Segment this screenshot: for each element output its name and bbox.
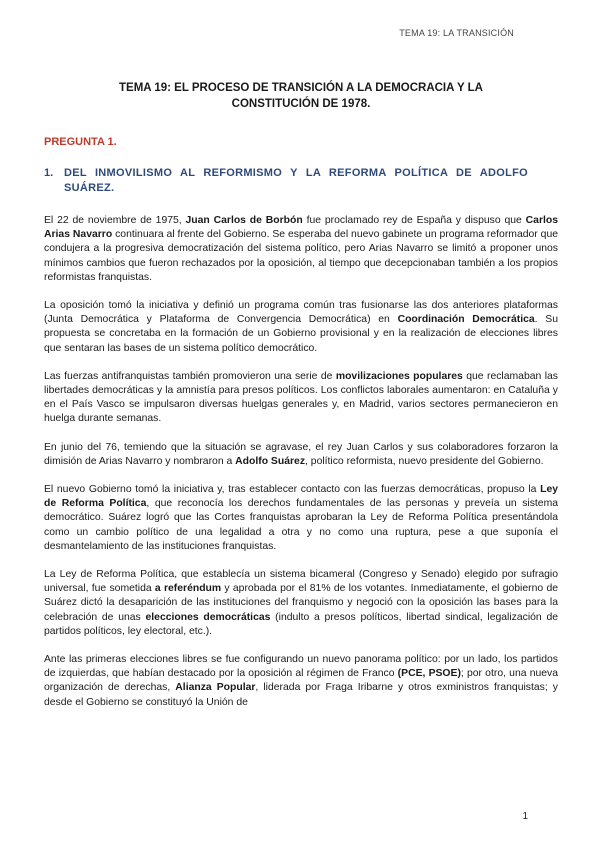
bold-term: Carlos Arias Navarro	[44, 215, 559, 241]
section-heading	[44, 166, 558, 196]
bold-term: Ley de Reforma Política	[44, 484, 558, 510]
bold-term: elecciones democráticas	[145, 611, 271, 623]
bold-term: Adolfo Suárez	[235, 455, 306, 467]
text-run: La oposición tomó la iniciativa y definió un programa común tras fusionarse las dos anteriores plataformas (Junta Democrática y Plataforma de Convergencia Democrática) en	[44, 300, 558, 326]
text-run: y aprobada por el 81% de los votantes. Inmediatamente, el gobierno de Suárez dictó la desaparición de las instituciones del franquismo y negoció con la oposición las bases para la celebración de unas	[44, 583, 558, 623]
paragraph	[44, 568, 558, 639]
text-run: , liderada por Fraga Iribarne y otros exministros franquistas; y desde el Gobierno se constituyó la Unión de	[44, 682, 558, 708]
section-title: DEL INMOVILISMO AL REFORMISMO Y LA REFORMA POLÍTICA DE ADOLFO SUÁREZ.	[64, 167, 528, 194]
bold-term: a referéndum	[154, 583, 222, 595]
text-run: ; por otro, una nueva organización de derechas,	[44, 668, 559, 694]
paragraph	[44, 483, 558, 554]
text-run: . Su propuesta se concretaba en la formación de un Gobierno provisional y en la realización de elecciones libres que sentaran las bases de un sistema político democrático.	[44, 314, 558, 354]
paragraph-list	[44, 214, 558, 710]
paragraph	[44, 653, 558, 710]
text-run: fue proclamado rey de España y dispuso que	[302, 215, 526, 226]
text-run: Las fuerzas antifranquistas también promovieron una serie de	[44, 370, 336, 382]
text-run: El nuevo Gobierno tomó la iniciativa y, tras establecer contacto con las fuerzas democráticas, propuso la	[44, 484, 541, 496]
bold-term: Coordinación Democrática	[397, 314, 535, 326]
bold-term: Juan Carlos de Borbón	[185, 215, 303, 226]
section-number: 1.	[44, 167, 54, 179]
text-run: La Ley de Reforma Política, que establecía un sistema bicameral (Congreso y Senado) elegido por sufragio universal, fue sometida	[44, 569, 558, 595]
document-body	[44, 80, 558, 724]
text-run: que reclamaban las libertades democráticas y la amnistía para presos políticos. Los conflictos laborales aumentaron: en Cataluña y en el País Vasco se impulsaron diversas huelgas generales y, en Madrid, varios sectores permanecieron en huelga durante semanas.	[44, 370, 558, 425]
paragraph	[44, 441, 558, 469]
paragraph	[44, 370, 558, 427]
bold-term: Alianza Popular	[175, 682, 256, 694]
page-number: 1	[522, 811, 528, 822]
running-header: TEMA 19: LA TRANSICIÓN	[399, 28, 514, 38]
text-run: Ante las primeras elecciones libres se fue configurando un nuevo panorama político: por un lado, los partidos de izquierdas, que habían destacado por la oposición al régimen de Franco	[44, 654, 558, 680]
text-run: , político reformista, nuevo presidente del Gobierno.	[305, 455, 544, 467]
text-run: El 22 de noviembre de 1975,	[44, 215, 186, 226]
document-title: TEMA 19: EL PROCESO DE TRANSICIÓN A LA DEMOCRACIA Y LA CONSTITUCIÓN DE 1978.	[119, 82, 483, 110]
question-heading: PREGUNTA 1.	[44, 136, 117, 148]
paragraph	[44, 299, 558, 356]
text-run: continuara al frente del Gobierno. Se esperaba del nuevo gabinete un programa reformador que condujera a la progresiva democratización del sistema político, pero Arias Navarro se limitó a proponer unos mínimos cambios que fueron rechazados por la oposición, al tiempo que decepcionaban también a los propios reformistas franquistas.	[44, 229, 558, 283]
bold-term: (PCE, PSOE)	[397, 668, 461, 680]
bold-term: movilizaciones populares	[335, 370, 463, 382]
text-run: (indulto a presos políticos, libertad sindical, legalización de partidos políticos, ley electoral, etc.).	[44, 611, 559, 637]
paragraph	[44, 214, 558, 285]
text-run: En junio del 76, temiendo que la situación se agravase, el rey Juan Carlos y sus colaboradores forzaron la dimisión de Arias Navarro y nombraron a	[44, 441, 558, 467]
text-run: , que reconocía los derechos fundamentales de las personas y preveía un sistema democrático. Suárez logró que las Cortes franquistas aprobaran la Ley de Reforma Política presentándola como un cambio político de una legalidad a otra y no como una ruptura, pese a que suponía el desmantelamiento de las instituciones franquistas.	[44, 498, 558, 552]
